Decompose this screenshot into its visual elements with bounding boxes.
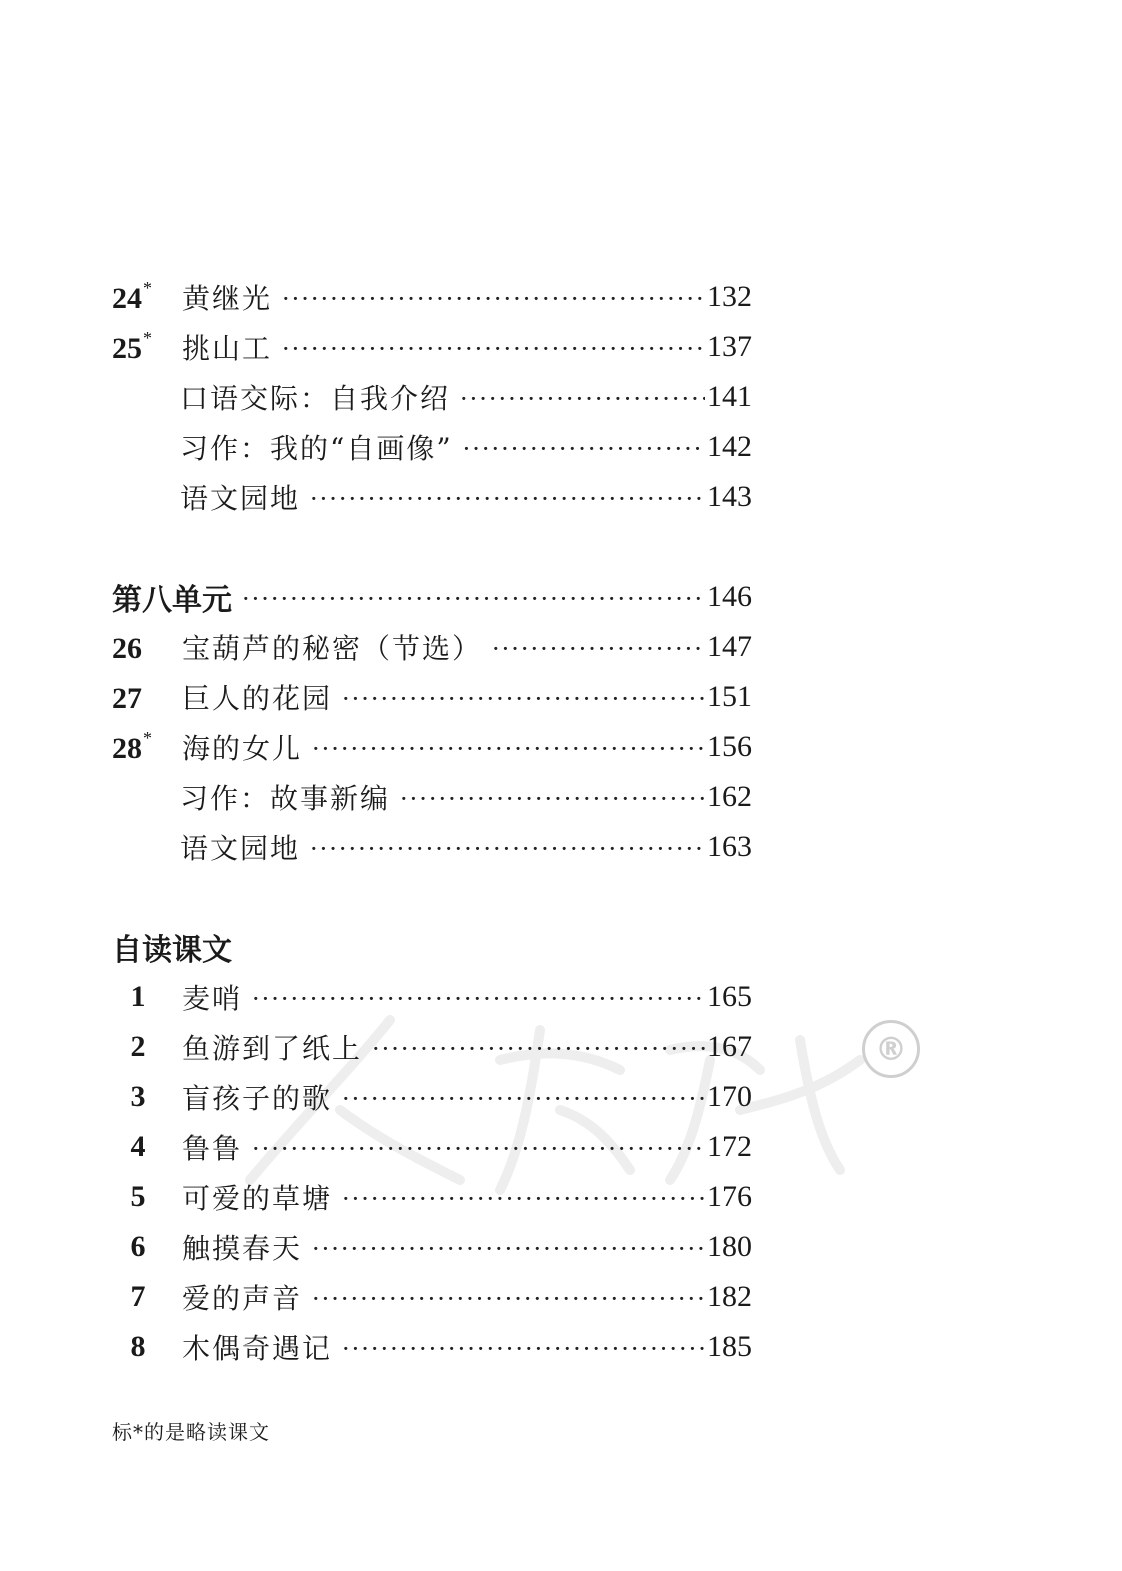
- page-number: 132: [707, 280, 752, 313]
- lesson-number: 3: [130, 1080, 146, 1113]
- leader-dots: [252, 987, 705, 1011]
- page-number: 143: [707, 480, 752, 513]
- toc-entry-26[interactable]: [112, 622, 752, 672]
- section-spacer: [112, 872, 752, 922]
- lesson-title: 木偶奇遇记: [182, 1332, 333, 1365]
- page-number: 156: [707, 730, 752, 763]
- lesson-title: 语文园地: [180, 832, 301, 865]
- lesson-number: 7: [130, 1280, 146, 1313]
- toc-entry-writing-story[interactable]: [112, 772, 752, 822]
- leader-dots: [282, 337, 705, 361]
- page-number: 141: [707, 380, 752, 413]
- lesson-number: 27: [112, 682, 142, 715]
- self-reading-heading: 自读课文: [112, 933, 232, 968]
- toc-self-reading-8[interactable]: [112, 1322, 752, 1372]
- lesson-title: 习作：故事新编: [180, 782, 391, 815]
- lesson-title: 触摸春天: [182, 1232, 303, 1265]
- leader-dots: [252, 1137, 705, 1161]
- toc-self-reading-4[interactable]: [112, 1122, 752, 1172]
- lesson-number: 24*: [112, 278, 152, 315]
- page-number: 162: [707, 780, 752, 813]
- toc-self-reading-3[interactable]: [112, 1072, 752, 1122]
- lesson-number: 6: [130, 1230, 146, 1263]
- page-number: 137: [707, 330, 752, 363]
- toc-entry-language-garden[interactable]: [112, 472, 752, 522]
- lesson-number: 26: [112, 632, 142, 665]
- page-number: 142: [707, 430, 752, 463]
- unit-title: 第八单元: [112, 583, 232, 618]
- toc-self-reading-5[interactable]: [112, 1172, 752, 1222]
- leader-dots: [400, 787, 705, 811]
- toc-entry-24[interactable]: [112, 272, 752, 322]
- toc-entry-27[interactable]: [112, 672, 752, 722]
- toc-entry-writing[interactable]: [112, 422, 752, 472]
- lesson-title: 鲁鲁: [182, 1132, 243, 1165]
- leader-dots: [342, 1087, 705, 1111]
- page-number: 151: [707, 680, 752, 713]
- leader-dots: [310, 837, 705, 861]
- registered-trademark-icon: ®: [862, 1020, 920, 1078]
- toc-entry-25[interactable]: [112, 322, 752, 372]
- lesson-number: 4: [130, 1130, 146, 1163]
- leader-dots: [342, 1337, 705, 1361]
- page-number: 163: [707, 830, 752, 863]
- toc-self-reading-2[interactable]: [112, 1022, 752, 1072]
- lesson-number: 1: [130, 980, 146, 1013]
- lesson-title: 口语交际：自我介绍: [180, 382, 451, 415]
- leader-dots: [312, 1287, 705, 1311]
- page-number: 167: [707, 1030, 752, 1063]
- page-number: 146: [707, 580, 752, 613]
- lesson-number: 5: [130, 1180, 146, 1213]
- toc-unit-8-heading[interactable]: [112, 572, 752, 622]
- toc-self-reading-1[interactable]: [112, 972, 752, 1022]
- toc-entry-28[interactable]: [112, 722, 752, 772]
- leader-dots: [312, 737, 705, 761]
- leader-dots: [282, 287, 705, 311]
- lesson-title: 海的女儿: [182, 732, 303, 765]
- leader-dots: [312, 1237, 705, 1261]
- page-number: 185: [707, 1330, 752, 1363]
- lesson-title: 巨人的花园: [182, 682, 333, 715]
- section-spacer: [112, 522, 752, 572]
- lesson-title: 语文园地: [180, 482, 301, 515]
- lesson-title: 爱的声音: [182, 1282, 303, 1315]
- lesson-number: 25*: [112, 328, 152, 365]
- lesson-title: 盲孩子的歌: [182, 1082, 333, 1115]
- lesson-number: 2: [130, 1030, 146, 1063]
- lesson-title: 可爱的草塘: [182, 1182, 333, 1215]
- toc-self-reading-6[interactable]: [112, 1222, 752, 1272]
- leader-dots: [342, 1187, 705, 1211]
- lesson-number: 28*: [112, 728, 152, 765]
- page-number: 172: [707, 1130, 752, 1163]
- leader-dots: [372, 1037, 705, 1061]
- leader-dots: [342, 687, 705, 711]
- leader-dots: [310, 487, 705, 511]
- lesson-title: 鱼游到了纸上: [182, 1032, 363, 1065]
- lesson-title: 挑山工: [182, 332, 273, 365]
- leader-dots: [492, 637, 705, 661]
- lesson-title: 宝葫芦的秘密（节选）: [182, 632, 483, 665]
- toc-self-reading-7[interactable]: [112, 1272, 752, 1322]
- page-number: 170: [707, 1080, 752, 1113]
- lesson-title: 黄继光: [182, 282, 273, 315]
- toc-entry-oral-communication[interactable]: [112, 372, 752, 422]
- lesson-title: 习作：我的“自画像”: [180, 432, 453, 465]
- lesson-title: 麦哨: [182, 982, 243, 1015]
- page-number: 176: [707, 1180, 752, 1213]
- page-number: 182: [707, 1280, 752, 1313]
- lesson-number: 8: [130, 1330, 146, 1363]
- toc-entry-language-garden-8[interactable]: [112, 822, 752, 872]
- page-number: 147: [707, 630, 752, 663]
- leader-dots: [242, 587, 705, 611]
- page-number: 180: [707, 1230, 752, 1263]
- leader-dots: [460, 387, 705, 411]
- leader-dots: [463, 437, 705, 461]
- table-of-contents: [112, 272, 752, 1372]
- footnote: 标*的是略读课文: [112, 1420, 270, 1444]
- page-number: 165: [707, 980, 752, 1013]
